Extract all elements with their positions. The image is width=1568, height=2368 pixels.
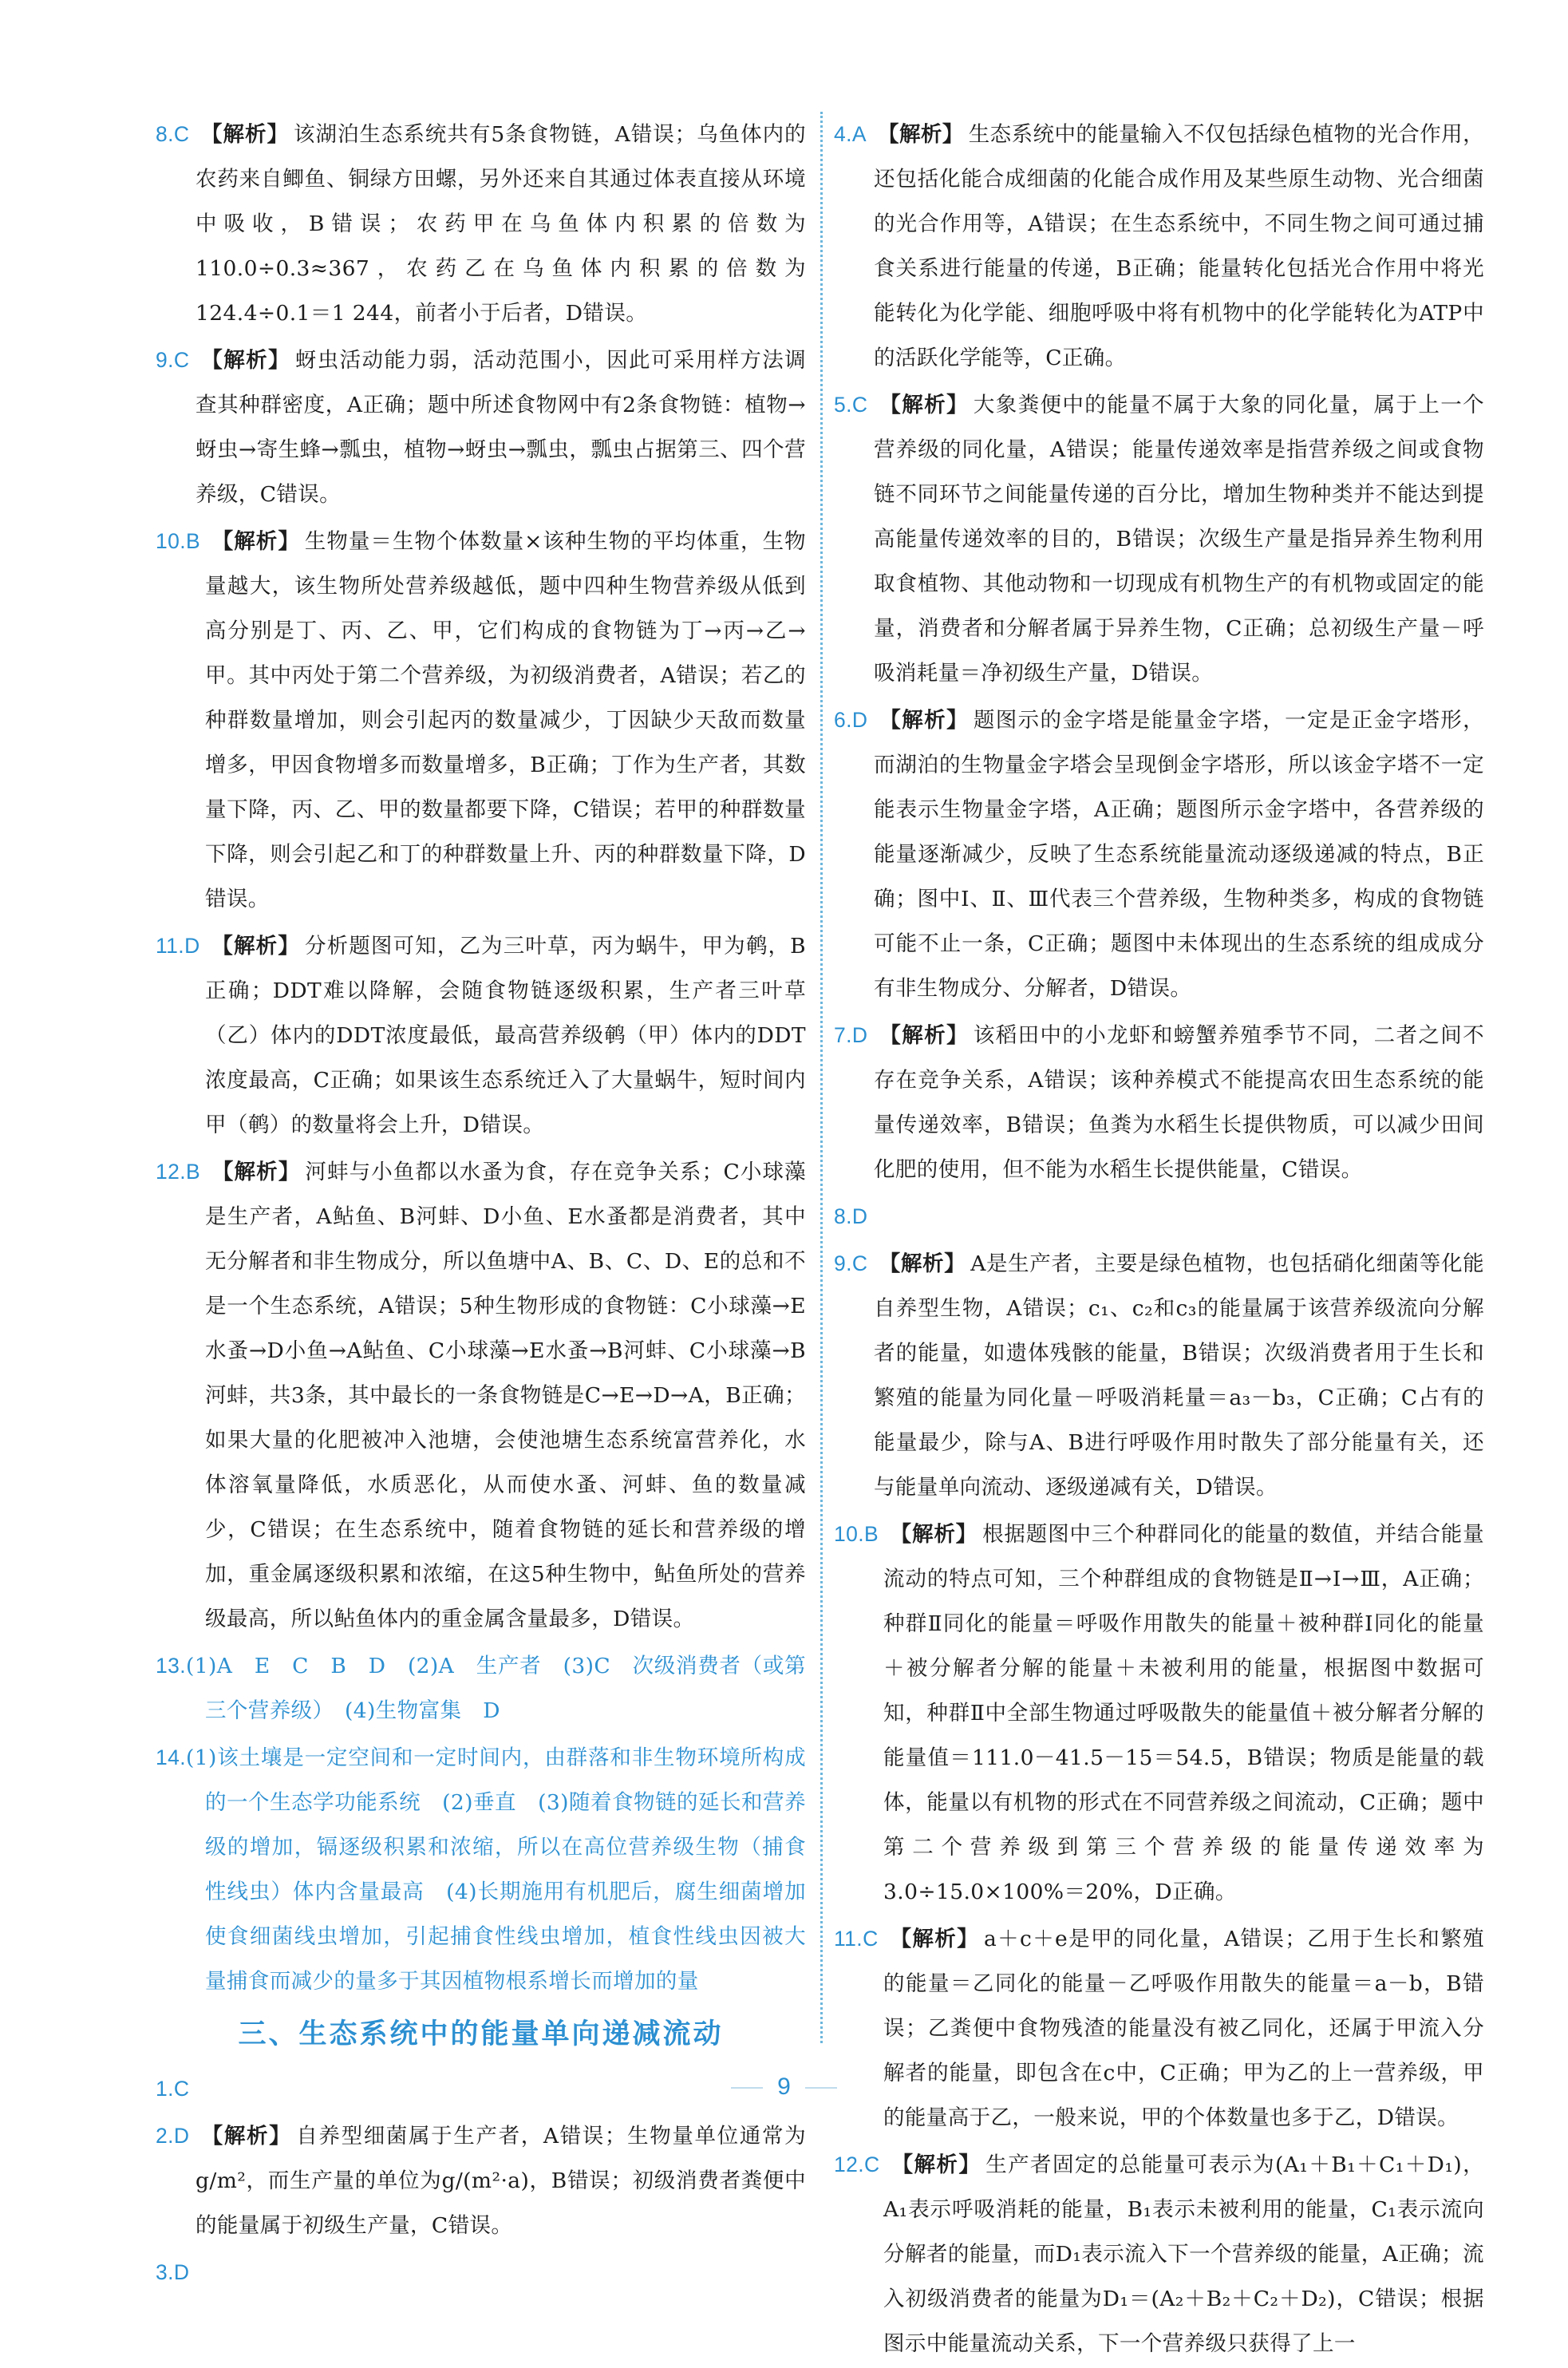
answer-item — [156, 338, 806, 517]
analysis-tag: 【解析】 — [889, 1927, 979, 1951]
answer-item — [156, 519, 806, 922]
answer-letter: C — [864, 2153, 880, 2176]
question-number: 13. — [156, 1654, 187, 1678]
answer-letter: B — [186, 1160, 201, 1184]
explanation-text: 自养型细菌属于生产者，A错误；生物量单位通常为g/m²，而生产量的单位为g/(m²·a)，B错误；初级消费者粪便中的能量属于初级生产量，C错误。 — [196, 2124, 806, 2238]
answer-item — [156, 1149, 806, 1642]
analysis-tag: 【解析】 — [879, 1023, 969, 1048]
answer-item — [156, 1643, 806, 1734]
analysis-tag: 【解析】 — [211, 1160, 301, 1184]
page-number — [0, 2073, 1568, 2101]
left-column — [156, 112, 806, 2297]
answer-item — [156, 923, 806, 1148]
explanation-text: 题图示的金字塔是能量金字塔，一定是正金字塔形，而湖泊的生物量金字塔会呈现倒金字塔形，所以该金字塔不一定能表示生物量金字塔，A正确；题图所示金字塔中，各营养级的能量逐渐减少，反映了生态系统能量流动逐级递减的特点，B正确；图中Ⅰ、Ⅱ、Ⅲ代表三个营养级，生物种类多，构成的食物链可能不止一条，C正确；题图中未体现出的生态系统的组成成分有非生物成分、分解者，D错误。 — [874, 708, 1484, 1001]
analysis-tag: 【解析】 — [211, 934, 300, 959]
question-number: 8. — [834, 1204, 852, 1228]
analysis-tag: 【解析】 — [879, 1251, 966, 1276]
answer-letter: C — [851, 1251, 868, 1275]
explanation-text: (1)该土壤是一定空间和一定时间内，由群落和非生物环境所构成的一个生态学功能系统 (2)垂直 (3)随着食物链的延长和营养级的增加，镉逐级积累和浓缩，所以在高位营养级生物（捕食性线虫）体内含量最高 (4)长期施用有机肥后，腐生细菌增加使食细菌线虫增加，引起捕食性线虫增加，植食性线虫因被大量捕食而减少的量多于其因植物根系增长而增加的量 — [186, 1745, 806, 1994]
question-number: 9. — [156, 348, 174, 372]
answer-letter: C — [173, 2077, 190, 2101]
analysis-tag: 【解析】 — [211, 529, 300, 554]
answer-item — [834, 112, 1484, 381]
question-number: 6. — [834, 708, 852, 732]
question-number: 9. — [834, 1251, 852, 1275]
answer-item — [156, 2250, 806, 2295]
explanation-text: 根据题图中三个种群同化的能量的数值，并结合能量流动的特点可知，三个种群组成的食物链是Ⅱ→Ⅰ→Ⅲ，A正确；种群Ⅱ同化的能量＝呼吸作用散失的能量＋被种群Ⅰ同化的能量＋被分解者分解的能量＋未被利用的能量，根据图中数据可知，种群Ⅱ中全部生物通过呼吸散失的能量值＋被分解者分解的能量值＝111.0－41.5－15＝54.5，B错误；物质是能量的载体，能量以有机物的形式在不同营养级之间流动，C正确；题中第二个营养级到第三个营养级的能量传递效率为3.0÷15.0×100%＝20%，D正确。 — [883, 1522, 1484, 1904]
answer-letter: D — [173, 2260, 190, 2284]
answer-letter: D — [184, 934, 200, 958]
right-column — [834, 112, 1484, 2368]
answer-item — [834, 1241, 1484, 1510]
analysis-tag: 【解析】 — [877, 122, 964, 147]
answer-letter: B — [864, 1522, 879, 1546]
question-number: 12. — [834, 2153, 865, 2176]
question-number: 14. — [156, 1745, 187, 1769]
explanation-text: 河蚌与小鱼都以水蚤为食，存在竞争关系；C小球藻是生产者，A鲇鱼、B河蚌、D小鱼、E水蚤都是消费者，其中无分解者和非生物成分，所以鱼塘中A、B、C、D、E的总和不是一个生态系统，A错误；5种生物形成的食物链：C小球藻→E水蚤→D小鱼→A鲇鱼、C小球藻→E水蚤→B河蚌、C小球藻→B河蚌，共3条，其中最长的一条食物链是C→E→D→A，B正确；如果大量的化肥被冲入池塘，会使池塘生态系统富营养化，水体溶氧量降低，水质恶化，从而使水蚤、河蚌、鱼的数量减少，C错误；在生态系统中，随着食物链的延长和营养级的增加，重金属逐级积累和浓缩，在这5种生物中，鲇鱼所处的营养级最高，所以鲇鱼体内的重金属含量最多，D错误。 — [205, 1160, 806, 1631]
answer-item — [156, 2113, 806, 2248]
column-divider — [820, 112, 823, 2043]
explanation-text: 蚜虫活动能力弱，活动范围小，因此可采用样方法调查其种群密度，A正确；题中所述食物网中有2条食物链：植物→蚜虫→寄生蜂→瓢虫，植物→蚜虫→瓢虫，瓢虫占据第三、四个营养级，C错误。 — [196, 348, 806, 507]
answer-letter: D — [851, 1023, 868, 1047]
explanation-text: a＋c＋e是甲的同化量，A错误；乙用于生长和繁殖的能量＝乙同化的能量－乙呼吸作用散失的能量＝a－b，B错误；乙粪便中食物残渣的能量没有被乙同化，还属于甲流入分解者的能量，即包含在c中，C正确；甲为乙的上一营养级，甲的能量高于乙，一般来说，甲的个体数量也多于乙，D错误。 — [883, 1927, 1484, 2130]
answer-item — [834, 698, 1484, 1011]
answer-letter: D — [851, 708, 868, 732]
answer-letter: C — [863, 1927, 879, 1951]
explanation-text: 生态系统中的能量输入不仅包括绿色植物的光合作用，还包括化能合成细菌的化能合成作用及某些原生动物、光合细菌的光合作用等，A错误；在生态系统中，不同生物之间可通过捕食关系进行能量的传递，B正确；能量转化包括光合作用中将光能转化为化学能、细胞呼吸中将有机物中的化学能转化为ATP中的活跃化学能等，C正确。 — [874, 122, 1484, 370]
explanation-text: 大象粪便中的能量不属于大象的同化量，属于上一个营养级的同化量，A错误；能量传递效率是指营养级之间或食物链不同环节之间能量传递的百分比，增加生物种类并不能达到提高能量传递效率的目的，B错误；次级生产量是指异养生物利用取食植物、其他动物和一切现成有机物生产的有机物或固定的能量，消费者和分解者属于异养生物，C正确；总初级生产量－呼吸消耗量＝净初级生产量，D错误。 — [874, 393, 1484, 686]
answer-item — [834, 382, 1484, 696]
answer-item — [834, 1194, 1484, 1239]
page-number-rule-left — [731, 2087, 763, 2089]
answer-letter: C — [851, 393, 868, 417]
question-number: 1. — [156, 2077, 174, 2101]
section-title: 三、生态系统中的能量单向递减流动 — [238, 2018, 724, 2050]
question-number: 10. — [156, 529, 187, 553]
question-number: 11. — [834, 1927, 863, 1951]
analysis-tag: 【解析】 — [879, 393, 969, 417]
answer-item — [156, 112, 806, 336]
analysis-tag: 【解析】 — [200, 122, 289, 147]
answer-letter: B — [186, 529, 201, 553]
explanation-text: 生物量＝生物个体数量×该种生物的平均体重，生物量越大，该生物所处营养级越低，题中四种生物营养级从低到高分别是丁、丙、乙、甲，它们构成的食物链为丁→丙→乙→甲。其中丙处于第二个营养级，为初级消费者，A错误；若乙的种群数量增加，则会引起丙的数量减少，丁因缺少天敌而数量增多，甲因食物增多而数量增多，B正确；丁作为生产者，其数量下降，丙、乙、甲的数量都要下降，C错误；若甲的种群数量下降，则会引起乙和丁的种群数量上升、丙的种群数量下降，D错误。 — [205, 529, 807, 911]
analysis-tag: 【解析】 — [200, 348, 290, 373]
answer-letter: A — [851, 122, 867, 146]
answer-letter: C — [173, 348, 190, 372]
question-number: 5. — [834, 393, 852, 417]
answer-letter: D — [173, 2124, 190, 2148]
answer-letter: D — [851, 1204, 868, 1228]
explanation-text: A是生产者，主要是绿色植物，也包括硝化细菌等化能自养型生物，A错误；c₁、c₂和c₃的能量属于该营养级流向分解者的能量，如遗体残骸的能量，B错误；次级消费者用于生长和繁殖的能量为同化量－呼吸消耗量＝a₃－b₃，C正确；C占有的能量最少，除与A、B进行呼吸作用时散失了部分能量有关，还与能量单向流动、逐级递减有关，D错误。 — [874, 1251, 1484, 1500]
analysis-tag: 【解析】 — [879, 708, 969, 733]
page-number-rule-right — [805, 2087, 837, 2089]
question-number: 2. — [156, 2124, 174, 2148]
answer-item — [834, 1512, 1484, 1915]
answer-letter: C — [173, 122, 190, 146]
explanation-text: 生产者固定的总能量可表示为(A₁＋B₁＋C₁＋D₁)，A₁表示呼吸消耗的能量，B₁表示未被利用的能量，C₁表示流向分解者的能量，而D₁表示流入下一个营养级的能量，A正确；流入初级消费者的能量为D₁＝(A₂＋B₂＋C₂＋D₂)，C错误；根据图示中能量流动关系，下一个营养级只获得了上一 — [883, 2153, 1484, 2356]
page-number-text: 9 — [777, 2073, 791, 2100]
question-number: 7. — [834, 1023, 852, 1047]
explanation-text: (1)A E C B D (2)A 生产者 (3)C 次级消费者（或第三个营养级） (4)生物富集 D — [186, 1654, 806, 1723]
explanation-text: 分析题图可知，乙为三叶草，丙为蜗牛，甲为鹌，B正确；DDT难以降解，会随食物链逐级积累，生产者三叶草（乙）体内的DDT浓度最低，最高营养级鹌（甲）体内的DDT浓度最高，C正确；如果该生态系统迁入了大量蜗牛，短时间内甲（鹌）的数量将会上升，D错误。 — [205, 934, 806, 1137]
question-number: 3. — [156, 2260, 174, 2284]
answer-item — [156, 1735, 806, 2004]
question-number: 10. — [834, 1522, 865, 1546]
analysis-tag: 【解析】 — [200, 2124, 292, 2149]
answer-item — [834, 1916, 1484, 2141]
analysis-tag: 【解析】 — [890, 1522, 978, 1547]
answer-item — [834, 1013, 1484, 1192]
question-number: 12. — [156, 1160, 187, 1184]
answer-item — [834, 2142, 1484, 2366]
question-number: 8. — [156, 122, 174, 146]
question-number: 4. — [834, 122, 852, 146]
analysis-tag: 【解析】 — [891, 2153, 981, 2177]
explanation-text: 该稻田中的小龙虾和螃蟹养殖季节不同，二者之间不存在竞争关系，A错误；该种养模式不能提高农田生态系统的能量传递效率，B错误；鱼粪为水稻生长提供物质，可以减少田间化肥的使用，但不能为水稻生长提供能量，C错误。 — [874, 1023, 1484, 1182]
explanation-text: 该湖泊生态系统共有5条食物链，A错误；乌鱼体内的农药来自鲫鱼、铜绿方田螺，另外还来自其通过体表直接从环境中吸收，B错误；农药甲在乌鱼体内积累的倍数为110.0÷0.3≈367，农药乙在乌鱼体内积累的倍数为124.4÷0.1＝1 244，前者小于后者，D错误。 — [196, 122, 806, 326]
question-number: 11. — [156, 934, 185, 958]
